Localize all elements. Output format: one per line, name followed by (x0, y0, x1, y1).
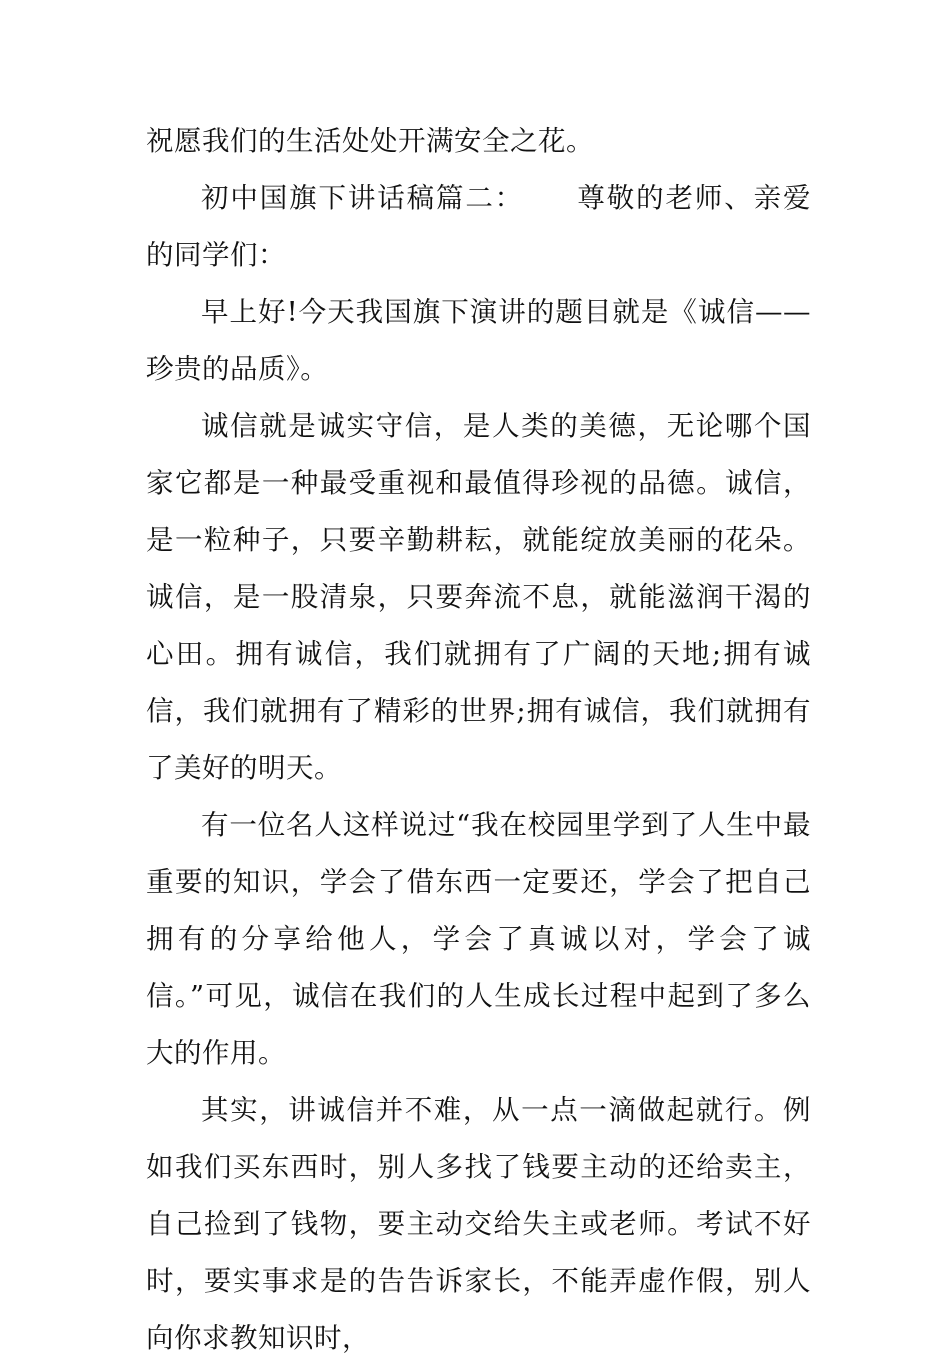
paragraph-text: 祝愿我们的生活处处开满安全之花。 (146, 125, 594, 157)
paragraph-examples (146, 1082, 811, 1367)
paragraph-integrity-definition (146, 398, 811, 797)
paragraph-text: 诚信就是诚实守信，是人类的美德，无论哪个国家它都是一种最受重视和最值得珍视的品德。诚信，是一粒种子，只要辛勤耕耘，就能绽放美丽的花朵。诚信，是一股清泉，只要奔流不息，就能滋润干渴的心田。拥有诚信，我们就拥有了广阔的天地;拥有诚信，我们就拥有了精彩的世界;拥有诚信，我们就拥有了美好的明天。 (146, 410, 811, 784)
salutation: 尊敬的老师、亲爱的同学们： (146, 182, 812, 271)
document-body (146, 113, 811, 1367)
paragraph-closing-wish (146, 113, 811, 170)
section-title: 初中国旗下讲话稿篇二： (201, 182, 525, 214)
paragraph-text: 有一位名人这样说过“我在校园里学到了人生中最重要的知识，学会了借东西一定要还，学会了把自己拥有的分享给他人，学会了真诚以对，学会了诚信。”可见，诚信在我们的人生成长过程中起到了多么大的作用。 (146, 809, 811, 1069)
paragraph-famous-quote (146, 797, 811, 1082)
paragraph-text: 其实，讲诚信并不难，从一点一滴做起就行。例如我们买东西时，别人多找了钱要主动的还给卖主，自己捡到了钱物，要主动交给失主或老师。考试不好时，要实事求是的告告诉家长，不能弄虚作假，别人向你求教知识时， (146, 1094, 811, 1354)
paragraph-section-heading (146, 170, 811, 284)
paragraph-text: 早上好!今天我国旗下演讲的题目就是《诚信——珍贵的品质》。 (146, 296, 811, 385)
paragraph-greeting (146, 284, 811, 398)
